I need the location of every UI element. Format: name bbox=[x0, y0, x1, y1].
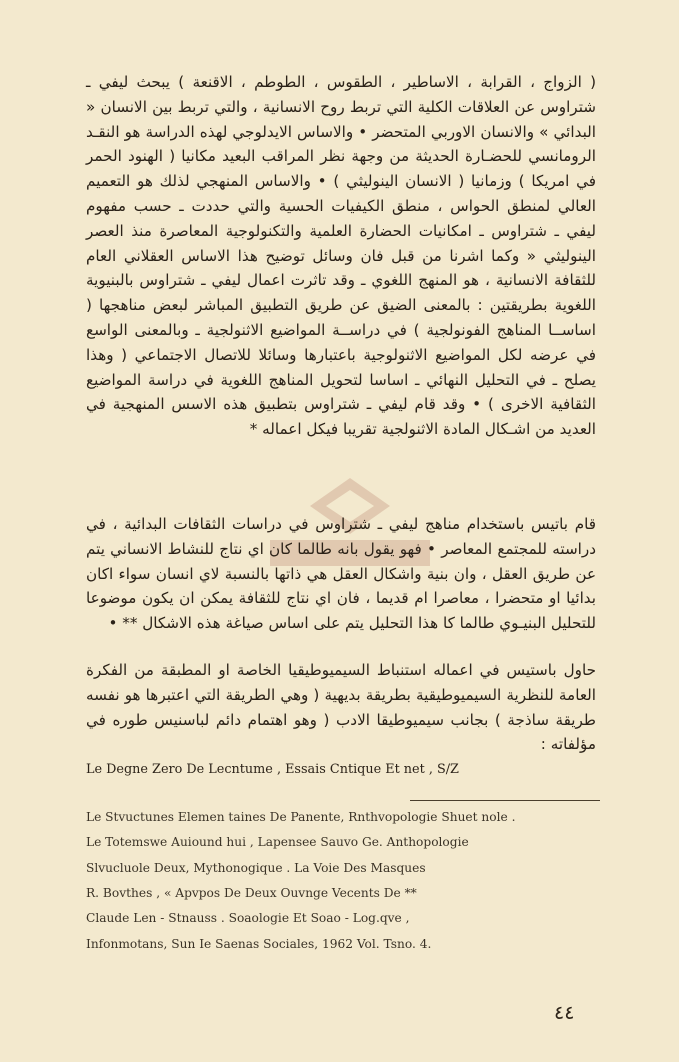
body-paragraph-1: ( الزواج ، القرابة ، الاساطير ، الطقوس ، الطوطم ، الاقنعة ) يبحث ليفي ـ شتراوس عن العلاقات الكلية التي تربط روح الانسانية ، والتي تربط بين الانسان « البدائي » والانسان الاوربي المتحضر • والاساس الايدلوجي لهذه الدراسة هو النقـد الرومانسي للحضـارة الحديثة من وجهة نظر المراقب البعيد مكانيا ( الهنود الحمر في امريكا ) وزمانيا ( الانسان الينوليثي ) • والاساس المنهجي لذلك هو التعميم العالي لمنطق الحواس ، منطق الكيفيات الحسية والتي حددت ـ حسب مفهوم ليفي ـ شتراوس ـ امكانيات الحضارة العلمية والتكنولوجية المعاصرة منذ العصر الينوليثي « وكما اشرنا من قبل فان وسائل توضيح هذا الاساس العقلاني العام للثقافة الانسانية ، هو المنهج اللغوي ـ وقد تاثرت اعمال ليفي ـ شتراوس بالبنيوية اللغوية بطريقتين : بالمعنى الضيق عن طريق التطبيق المباشر لبعض مناهجها ( اساســا المناهج الفونولجية ) في دراســة المواضيع الاثنولجية ـ وبالمعنى الواسع في عرضه لكل المواضيع الاثنولوجية باعتبارها وسائلا للاتصال الاجتماعي ( وهذا يصلح ـ في التحليل النهائي ـ اساسا لتحويل المناهج اللغوية في دراسة المواضيع الثقافية الاخرى ) • وقد قام ليفي ـ شتراوس بتطبيق هذه الاسس المنهجية في العديد من اشـكال المادة الاثنولجية تقريبا فيكل اعماله * bbox=[86, 73, 596, 439]
body-paragraph-3: حاول باستيس في اعماله استنباط السيميوطيقيا الخاصة او المطبقة من الفكرة العامة للنظرية السيميوطيقية بطريقة بديهية ( وهي الطريقة التي اعتبرها هو نفسه طريقة ساذجة ) بجانب سيميوطيقا الادب ( وهو اهتمام دائم لباسنيس طوره في مؤلفاته : bbox=[86, 661, 596, 754]
footnote-divider bbox=[410, 800, 600, 801]
body-paragraph-2: قام باتيس باستخدام مناهج ليفي ـ شتراوس في دراسات الثقافات البدائية ، في دراسته للمجتمع المعاصر • فهو يقول بانه طالما كان اي نتاج للنشاط الانساني يتم عن طريق العقل ، وان بنية واشكال العقل هي ذاتها بالنسبة لاي انسان سواء اكان بدائيا او متحضرا ، معاصرا ام قديما ، فان اي نتاج للثقافة يمكن ان يكون موضوعا للتحليل البنيـوي طالما كا هذا التحليل يتم على اساس صياغة هذه الاشكال ** • bbox=[86, 515, 596, 633]
footnote-line-1: Le Stvuctunes Elemen taines De Panente, Rnthvopologie Shuet nole . bbox=[86, 810, 516, 824]
page-number: ٤٤ bbox=[554, 1002, 575, 1024]
footnote-line-2: Le Totemswe Auiound hui , Lapensee Sauvo Ge. Anthopologie bbox=[86, 835, 469, 849]
footnote-line-6: Infonmotans, Sun Ie Saenas Sociales, 1962 Vol. Tsno. 4. bbox=[86, 937, 432, 951]
reference-line: Le Degne Zero De Lecntume , Essais Cntique Et net , S/Z bbox=[86, 762, 459, 777]
footnote-line-4: R. Bovthes , « Apvpos De Deux Ouvnge Vecents De ** bbox=[86, 886, 417, 900]
footnote-line-3: Slvucluole Deux, Mythonogique . La Voie Des Masques bbox=[86, 861, 426, 875]
footnote-line-5: Claude Len - Stnauss . Soaologie Et Soao - Log.qve , bbox=[86, 911, 410, 925]
